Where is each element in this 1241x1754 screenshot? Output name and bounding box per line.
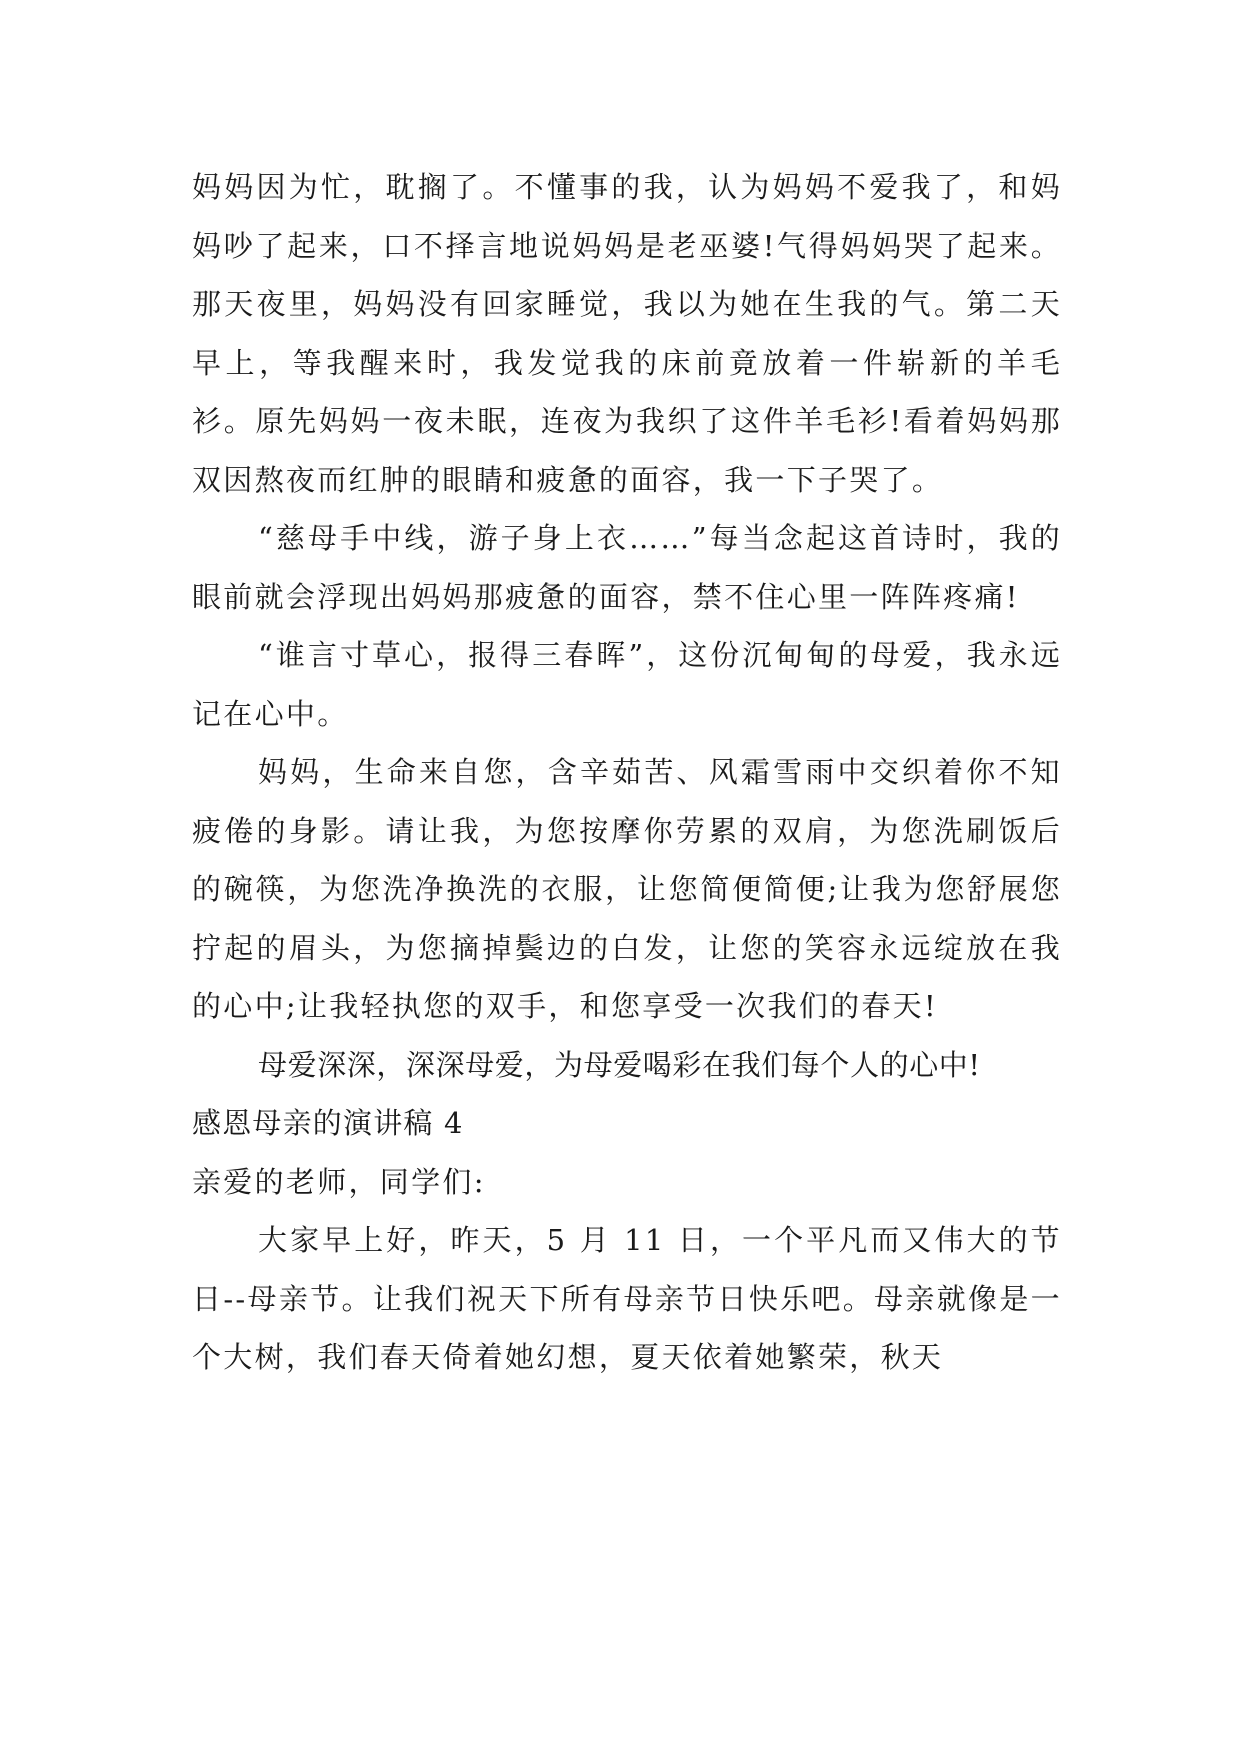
- paragraph-speech-opening: 大家早上好，昨天，5 月 11 日，一个平凡而又伟大的节日--母亲节。让我们祝天下所有母亲节日快乐吧。母亲就像是一个大树，我们春天倚着她幻想，夏天依着她繁荣，秋天: [192, 1223, 1062, 1374]
- paragraph-story-ending: 妈妈因为忙，耽搁了。不懂事的我，认为妈妈不爱我了，和妈妈吵了起来，口不择言地说妈妈是老巫婆!气得妈妈哭了起来。那天夜里，妈妈没有回家睡觉，我以为她在生我的气。第二天早上，等我醒来时，我发觉我的床前竟放着一件崭新的羊毛衫。原先妈妈一夜未眠，连夜为我织了这件羊毛衫!看着妈妈那双因熬夜而红肿的眼睛和疲惫的面容，我一下子哭了。: [192, 170, 1062, 497]
- section-title: 感恩母亲的演讲稿 4: [192, 1106, 464, 1140]
- salutation: 亲爱的老师，同学们:: [192, 1164, 486, 1199]
- paragraph-poem-quote: “慈母手中线，游子身上衣……”每当念起这首诗时，我的眼前就会浮现出妈妈那疲惫的面容，禁不住心里一阵阵疼痛!: [192, 521, 1062, 614]
- document-body: [192, 158, 1062, 1387]
- paragraph-address-to-mother: 妈妈，生命来自您，含辛茹苦、风霜雪雨中交织着你不知疲倦的身影。请让我，为您按摩你劳累的双肩，为您洗刷饭后的碗筷，为您洗净换洗的衣服，让您简便简便;让我为您舒展您拧起的眉头，为您摘掉鬓边的白发，让您的笑容永远绽放在我的心中;让我轻执您的双手，和您享受一次我们的春天!: [192, 755, 1062, 1023]
- paragraph-cheer: 母爱深深，深深母爱，为母爱喝彩在我们每个人的心中!: [258, 1047, 981, 1082]
- paragraph-mothers-love: “谁言寸草心，报得三春晖”，这份沉甸甸的母爱，我永远记在心中。: [192, 638, 1062, 731]
